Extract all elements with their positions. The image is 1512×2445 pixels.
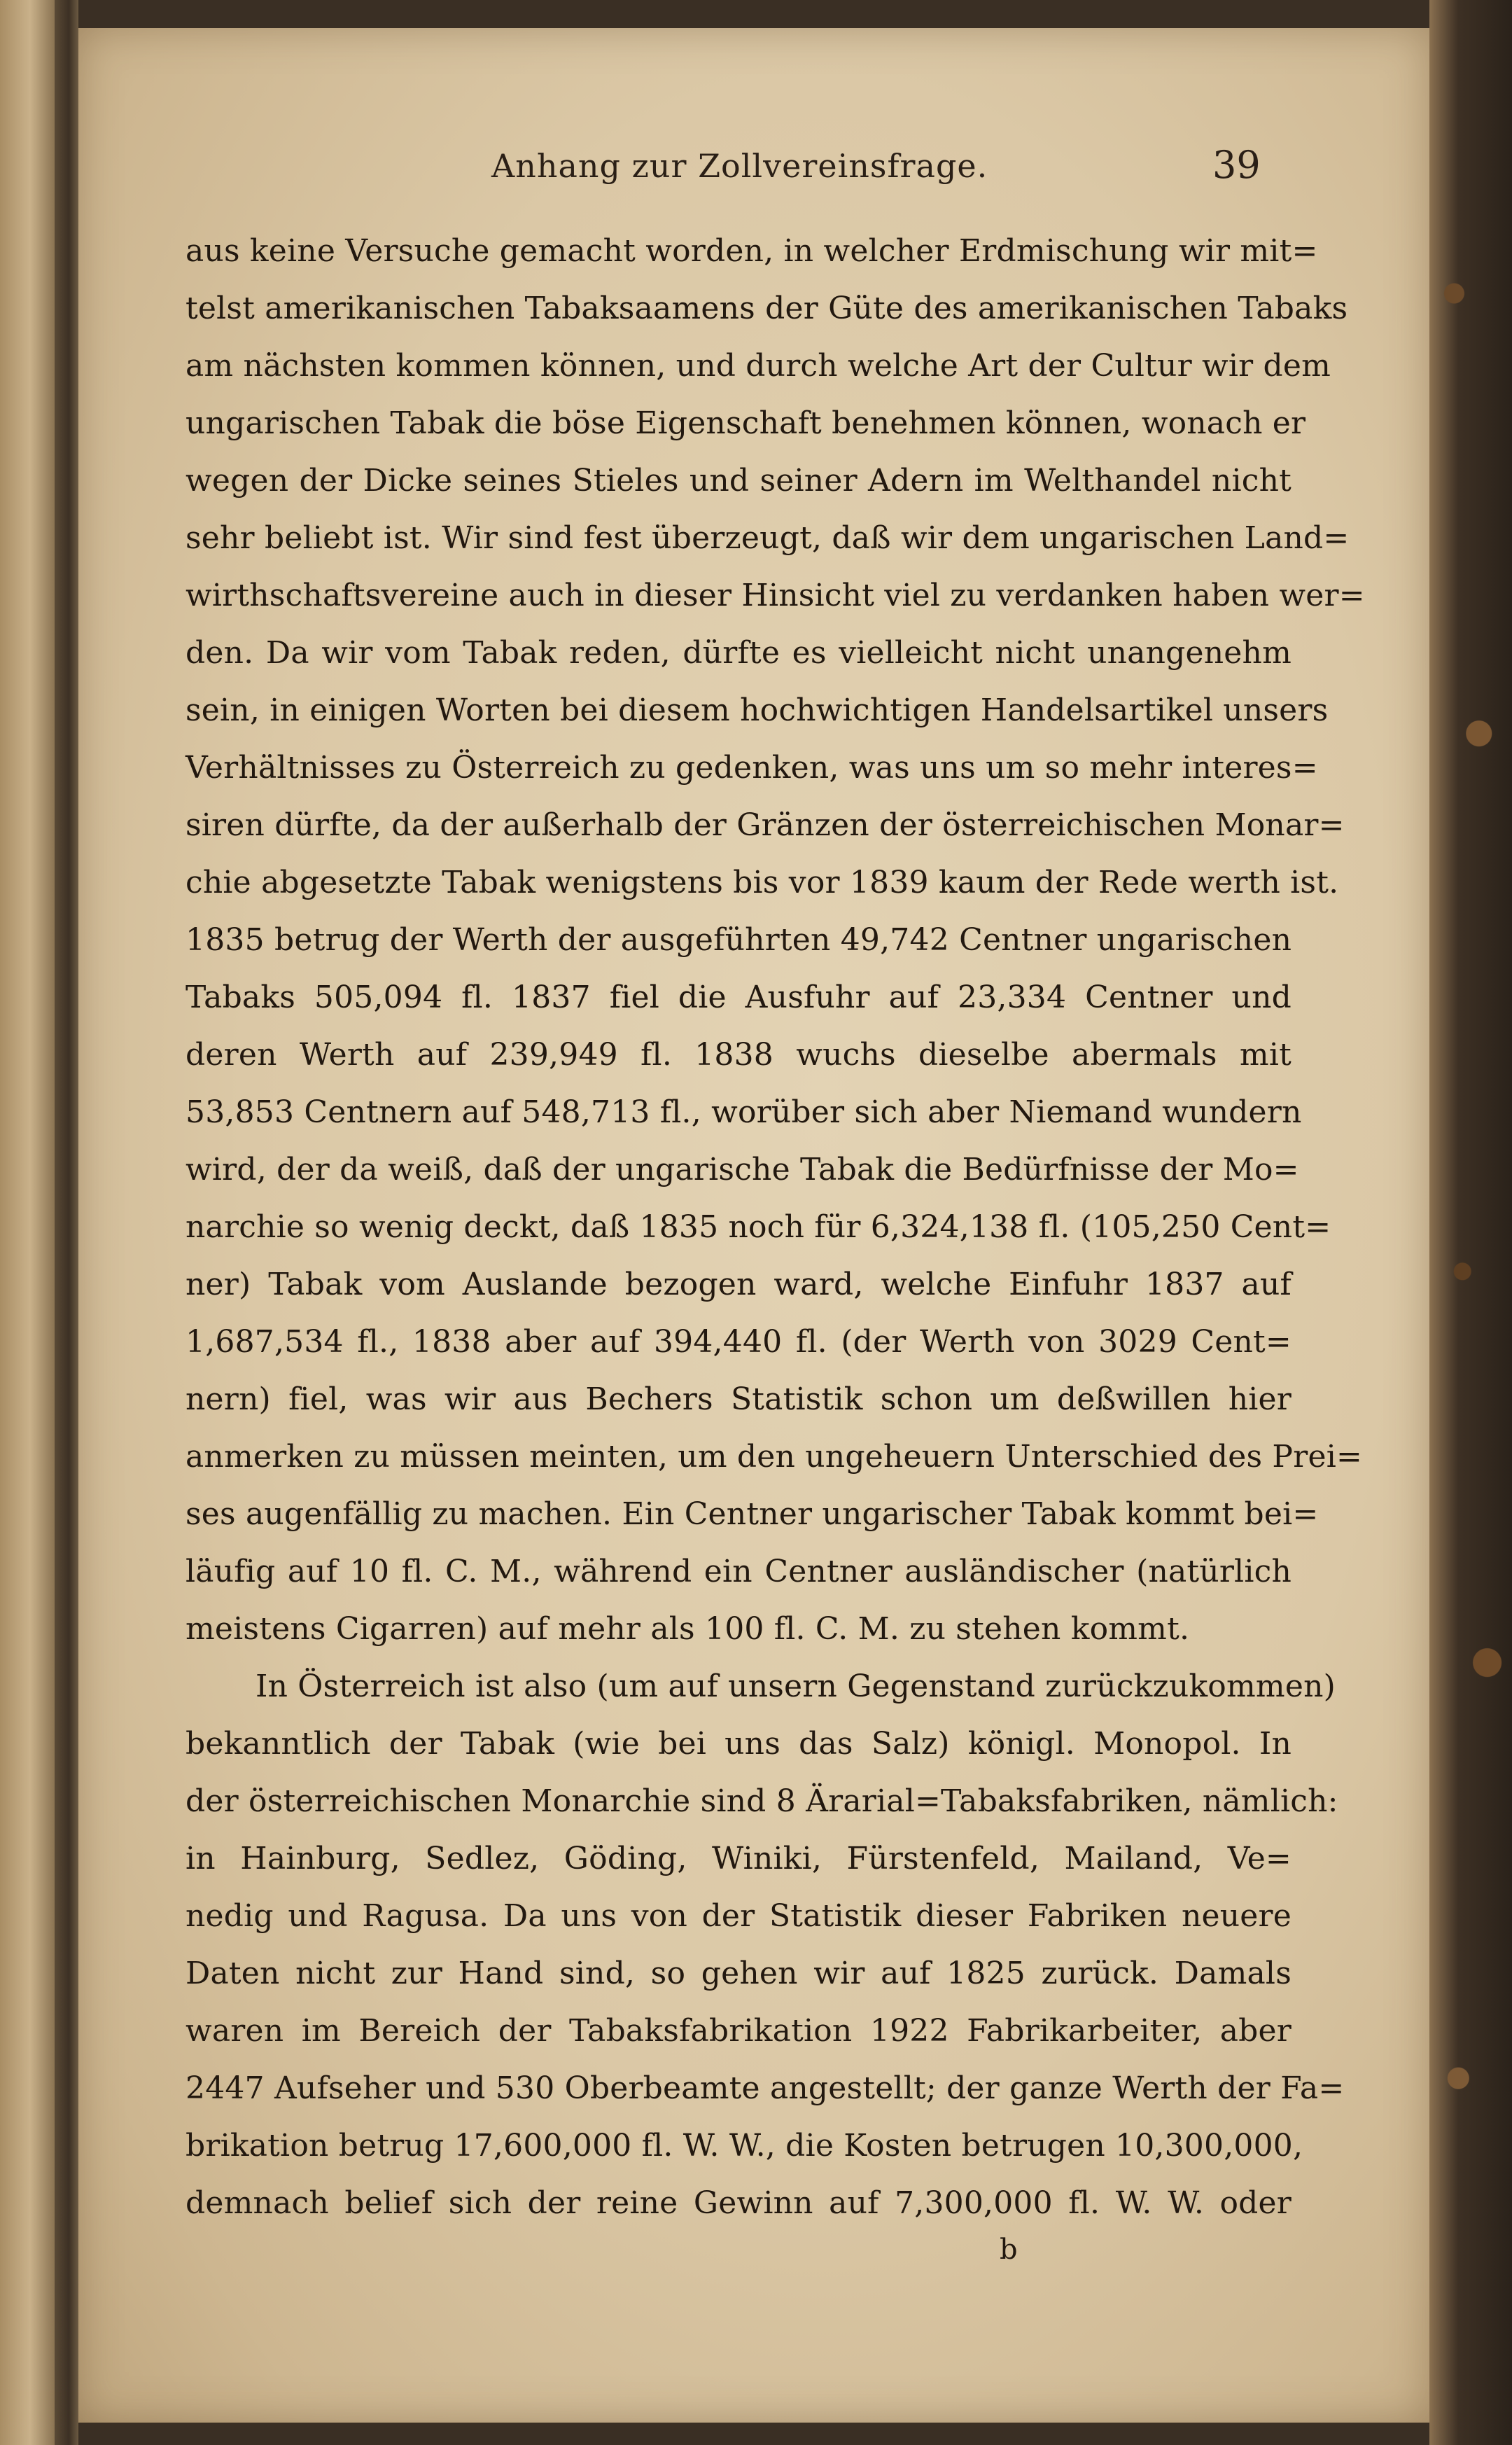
- book-cover-edge: [1429, 0, 1512, 2445]
- text-line: den. Da wir vom Tabak reden, dürfte es vielleicht nicht unangenehm: [186, 635, 1292, 671]
- text-line: sein, in einigen Worten bei diesem hochwichtigen Handelsartikel unsers: [186, 692, 1329, 728]
- text-line: aus keine Versuche gemacht worden, in welcher Erdmischung wir mit=: [186, 233, 1318, 269]
- page-header: [78, 119, 1429, 187]
- text-line: nern) fiel, was wir aus Bechers Statistik schon um deßwillen hier: [186, 1381, 1292, 1417]
- text-line: 53,853 Centnern auf 548,713 fl., worüber sich aber Niemand wundern: [186, 1094, 1302, 1130]
- text-line: Tabaks 505,094 fl. 1837 fiel die Ausfuhr auf 23,334 Centner und: [186, 980, 1292, 1015]
- text-line: in Hainburg, Sedlez, Göding, Winiki, Fürstenfeld, Mailand, Ve=: [186, 1841, 1292, 1876]
- text-line: sehr beliebt ist. Wir sind fest überzeugt, daß wir dem ungarischen Land=: [186, 520, 1350, 556]
- text-line: nedig und Ragusa. Da uns von der Statistik dieser Fabriken neuere: [186, 1898, 1292, 1934]
- text-line: 1835 betrug der Werth der ausgeführten 49,742 Centner ungarischen: [186, 922, 1292, 958]
- text-line: telst amerikanischen Tabaksaamens der Güte des amerikanischen Tabaks: [186, 291, 1348, 326]
- text-line: bekanntlich der Tabak (wie bei uns das Salz) königl. Monopol. In: [186, 1726, 1292, 1762]
- text-line: wegen der Dicke seines Stieles und seiner Adern im Welthandel nicht: [186, 463, 1292, 499]
- page-number: 39: [1212, 143, 1261, 187]
- text-line: demnach belief sich der reine Gewinn auf 7,300,000 fl. W. W. oder: [186, 2185, 1292, 2221]
- catchword: b: [1000, 2234, 1018, 2266]
- text-line: waren im Bereich der Tabaksfabrikation 1922 Fabrikarbeiter, aber: [186, 2013, 1292, 2049]
- body-text: [186, 223, 1365, 2232]
- text-line: Daten nicht zur Hand sind, so gehen wir auf 1825 zurück. Damals: [186, 1956, 1292, 1991]
- text-line-paragraph-start: In Österreich ist also (um auf unsern Gegenstand zurückzukommen): [255, 1669, 1336, 1704]
- text-line: ungarischen Tabak die böse Eigenschaft benehmen können, wonach er: [186, 405, 1306, 441]
- text-line-paragraph-end: meistens Cigarren) auf mehr als 100 fl. C. M. zu stehen kommt.: [186, 1611, 1190, 1647]
- text-line: 2447 Aufseher und 530 Oberbeamte angestellt; der ganze Werth der Fa=: [186, 2070, 1345, 2106]
- text-line: wird, der da weiß, daß der ungarische Tabak die Bedürfnisse der Mo=: [186, 1152, 1299, 1187]
- text-line: am nächsten kommen können, und durch welche Art der Cultur wir dem: [186, 348, 1331, 384]
- left-page-edge: [0, 0, 55, 2445]
- text-line: läufig auf 10 fl. C. M., während ein Centner ausländischer (natürlich: [186, 1554, 1292, 1589]
- text-line: Verhältnisses zu Österreich zu gedenken, was uns um so mehr interes=: [186, 750, 1318, 786]
- text-line: wirthschaftsvereine auch in dieser Hinsicht viel zu verdanken haben wer=: [186, 578, 1365, 613]
- book-gutter: [55, 0, 78, 2445]
- text-line: 1,687,534 fl., 1838 aber auf 394,440 fl. (der Werth von 3029 Cent=: [186, 1324, 1292, 1360]
- text-line: ses augenfällig zu machen. Ein Centner ungarischer Tabak kommt bei=: [186, 1496, 1319, 1532]
- text-line: siren dürfte, da der außerhalb der Gränzen der österreichischen Monar=: [186, 807, 1345, 843]
- text-line: der österreichischen Monarchie sind 8 Ärarial=Tabaksfabriken, nämlich:: [186, 1783, 1338, 1819]
- text-line: ner) Tabak vom Auslande bezogen ward, welche Einfuhr 1837 auf: [186, 1267, 1292, 1302]
- text-line: brikation betrug 17,600,000 fl. W. W., die Kosten betrugen 10,300,000,: [186, 2128, 1303, 2164]
- text-line: deren Werth auf 239,949 fl. 1838 wuchs dieselbe abermals mit: [186, 1037, 1292, 1073]
- text-line: narchie so wenig deckt, daß 1835 noch für 6,324,138 fl. (105,250 Cent=: [186, 1209, 1331, 1245]
- text-line: anmerken zu müssen meinten, um den ungeheuern Unterschied des Prei=: [186, 1439, 1363, 1475]
- text-line: chie abgesetzte Tabak wenigstens bis vor 1839 kaum der Rede werth ist.: [186, 865, 1339, 900]
- running-head: Anhang zur Zollvereinsfrage.: [491, 147, 988, 185]
